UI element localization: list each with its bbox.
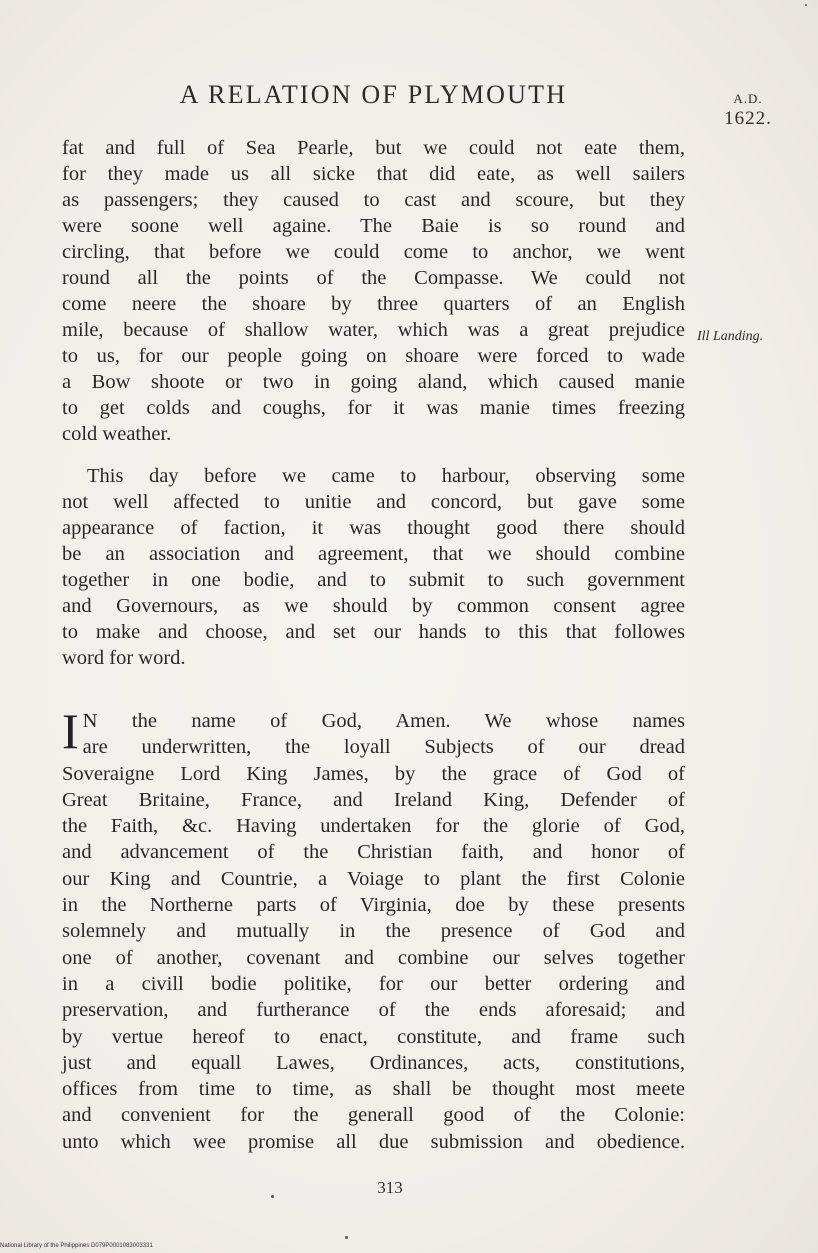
sidenote: Ill Landing. <box>697 329 764 344</box>
text-line: just and equall Lawes, Ordinances, acts, constitutions, <box>62 1051 685 1074</box>
text-line: together in one bodie, and to submit to such government <box>62 569 685 591</box>
running-head: A RELATION OF PLYMOUTH <box>179 80 568 109</box>
text-line: preservation, and furtherance of the ends aforesaid; and <box>62 999 685 1022</box>
text-line: This day before we came to harbour, observing some <box>87 465 685 487</box>
text-line: solemnely and mutually in the presence of God and <box>62 920 685 943</box>
text-line: be an association and agreement, that we should combine <box>62 543 685 565</box>
paper-speck <box>345 1236 348 1239</box>
text-line: N the name of God, Amen. We whose names <box>82 710 685 732</box>
text-line: one of another, covenant and combine our selves together <box>62 946 685 969</box>
text-line: and Governours, as we should by common consent agree <box>62 595 685 617</box>
text-line: were soone well againe. The Baie is so round and <box>62 215 685 237</box>
text-line: Soveraigne Lord King James, by the grace of God of <box>62 762 685 785</box>
text-line: cold weather. <box>62 423 172 445</box>
text-line: as passengers; they caused to cast and scoure, but they <box>62 189 685 211</box>
margin-date <box>708 89 788 129</box>
text-line: our King and Countrie, a Voiage to plant the first Colonie <box>62 867 685 890</box>
text-line: by vertue hereof to enact, constitute, and frame such <box>62 1025 685 1048</box>
text-line: mile, because of shallow water, which was a great prejudice <box>62 319 685 341</box>
text-line: in a civill bodie politike, for our better ordering and <box>62 972 685 995</box>
text-line: and advancement of the Christian faith, and honor of <box>62 841 685 864</box>
text-line: to get colds and coughs, for it was manie times freezing <box>62 397 685 419</box>
scan-credit: National Library of the Philippines D079P0001083003331 <box>0 1243 153 1249</box>
text-line: unto which wee promise all due submission and obedience. <box>62 1130 685 1153</box>
paper-speck <box>271 1195 274 1198</box>
paragraph-2 <box>62 463 685 671</box>
drop-cap: I <box>62 703 79 759</box>
text-line: the Faith, &c. Having undertaken for the glorie of God, <box>62 815 685 838</box>
text-line: a Bow shoote or two in going aland, which caused manie <box>62 371 685 393</box>
paragraph-1 <box>62 135 685 447</box>
text-line: are underwritten, the loyall Subjects of our dread <box>82 736 685 759</box>
text-line: and convenient for the generall good of the Colonie: <box>62 1104 685 1127</box>
text-line: to us, for our people going on shoare were forced to wade <box>62 345 685 367</box>
mayflower-compact-paragraph <box>62 703 685 1155</box>
text-line: circling, that before we could come to anchor, we went <box>62 241 685 263</box>
margin-ad: A.D. <box>733 91 763 106</box>
text-line: come neere the shoare by three quarters of an English <box>62 293 685 315</box>
text-line: to make and choose, and set our hands to this that followes <box>62 621 685 643</box>
text-line: round all the points of the Compasse. We could not <box>62 267 685 289</box>
text-line: in the Northerne parts of Virginia, doe by these presents <box>62 894 685 917</box>
text-line: offices from time to time, as shall be thought most meete <box>62 1078 685 1101</box>
page-number: 313 <box>377 1178 403 1197</box>
text-line: appearance of faction, it was thought good there should <box>62 517 685 539</box>
text-line: Great Britaine, France, and Ireland King, Defender of <box>62 788 685 811</box>
text-line: word for word. <box>62 647 186 669</box>
text-line: not well affected to unitie and concord, but gave some <box>62 491 685 513</box>
text-line: fat and full of Sea Pearle, but we could not eate them, <box>62 137 685 159</box>
paper-speck <box>805 4 807 6</box>
margin-year: 1622. <box>724 108 772 129</box>
text-line: for they made us all sicke that did eate, as well sailers <box>62 163 685 185</box>
